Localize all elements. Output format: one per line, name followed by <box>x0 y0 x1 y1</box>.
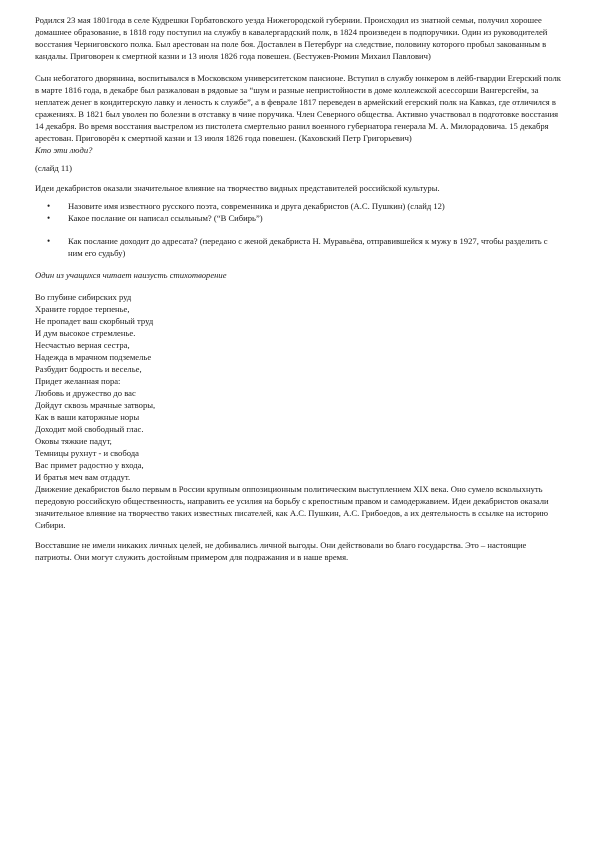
document-page <box>35 14 563 563</box>
poem-line: Как в ваши каторжные норы <box>35 412 140 422</box>
poem-line: Оковы тяжкие падут, <box>35 436 112 446</box>
question-list <box>35 200 563 259</box>
reading-note: Один из учащихся читает наизусть стихотворение <box>35 270 227 280</box>
poem-line: Во глубине сибирских руд <box>35 292 132 302</box>
poem-line: И братья меч вам отдадут. <box>35 472 131 482</box>
list-item-text: Какое послание он написал ссыльным? (“В Сибирь”) <box>68 213 263 223</box>
biography-paragraph-1: Родился 23 мая 1801года в селе Кудрешки Горбатовского уезда Нижегородской губернии. Происходил из знатной семьи, получил хорошее домашнее образование, в 1818 году поступил на службу в кавалергардский полк, в 1824 произведен в подпоручики. Один из руководителей восстания Черниговского полка. Был арестован на поле боя. Доставлен в Петербург на следствие, половину которого пробыл закованным в кандалы. Приговорен к смертной казни и 13 июля 1826 года повешен. (Бестужев-Рюмин Михаил Павлович) <box>35 15 548 61</box>
list-item <box>35 212 563 224</box>
list-item <box>35 200 563 212</box>
bullet-icon: • <box>47 213 51 223</box>
poem-line: Дойдут сквозь мрачные затворы, <box>35 400 156 410</box>
poem-line: Любовь и дружество до вас <box>35 388 136 398</box>
biography-paragraph-2: Сын небогатого дворянина, воспитывался в Московском университетском пансионе. Вступил в службу юнкером в лейб-гвардии Егерский полк в марте 1816 года, в декабре был разжалован в рядовые за “шум и разные непристойности в доме коллежской асессорши Вангерсгейм, за неплатеж денег в кондитерскую лавку и леность к службе”, а в феврале 1817 переведен в армейский егерский полк на Кавказ, где отличился в сражениях. В 1821 был уволен по болезни в отставку в чине поручика. Член Северного общества. Активно участвовал в подготовке восстания 14 декабря. Во время восстания выстрелом из пистолета смертельно ранил военного губернатора генерала М. А. Милорадовича. 15 декабря арестован. Приговорён к смертной казни и 13 июля 1826 года повешен. (Каховский Петр Григорьевич) <box>35 73 561 143</box>
poem-line: Несчастью верная сестра, <box>35 340 130 350</box>
poem-line: И дум высокое стремленье. <box>35 328 136 338</box>
list-item-text: Назовите имя известного русского поэта, современника и друга декабристов (А.С. Пушкин) (слайд 12) <box>68 201 445 211</box>
poem-line: Темницы рухнут - и свобода <box>35 448 139 458</box>
poem <box>35 291 563 483</box>
poem-line: Надежда в мрачном подземелье <box>35 352 152 362</box>
slide-reference: (слайд 11) <box>35 163 73 173</box>
poem-line: Вас примет радостно у входа, <box>35 460 144 470</box>
poem-line: Разбудит бодрость и веселье, <box>35 364 142 374</box>
conclusion-paragraph: Восставшие не имели никаких личных целей, не добивались личной выгоды. Они действовали во благо государства. Это – настоящие патриоты. Они могут служить достойным примером для подражания и в наше время. <box>35 540 527 562</box>
list-item <box>35 235 563 259</box>
poem-line: Доходит мой свободный глас. <box>35 424 144 434</box>
poem-line: Храните гордое терпенье, <box>35 304 130 314</box>
question-line: Кто эти люди? <box>35 145 93 155</box>
movement-paragraph: Движение декабристов было первым в России крупным оппозиционным политическим выступлением XIX века. Оно сумело всколыхнуть передовую российскую общественность, направить ее усилия на борьбу с крепостным правом и самодержавием. Идеи декабристов оказали значительное влияние на творчество таких известных писателей, как А.С. Пушкин, А.С. Грибоедов, а их деятельность в ссылке на историю Сибири. <box>35 484 549 530</box>
poem-line: Придет желанная пора: <box>35 376 121 386</box>
poem-line: Не пропадет ваш скорбный труд <box>35 316 154 326</box>
bullet-icon: • <box>47 201 51 211</box>
list-item-text: Как послание доходит до адресата? (передано с женой декабриста Н. Муравьёва, отправившейся к мужу в 1927, чтобы разделить с ним его судьбу) <box>68 236 548 258</box>
bullet-icon: • <box>47 236 51 246</box>
ideas-paragraph: Идеи декабристов оказали значительное влияние на творчество видных представителей российской культуры. <box>35 183 440 193</box>
